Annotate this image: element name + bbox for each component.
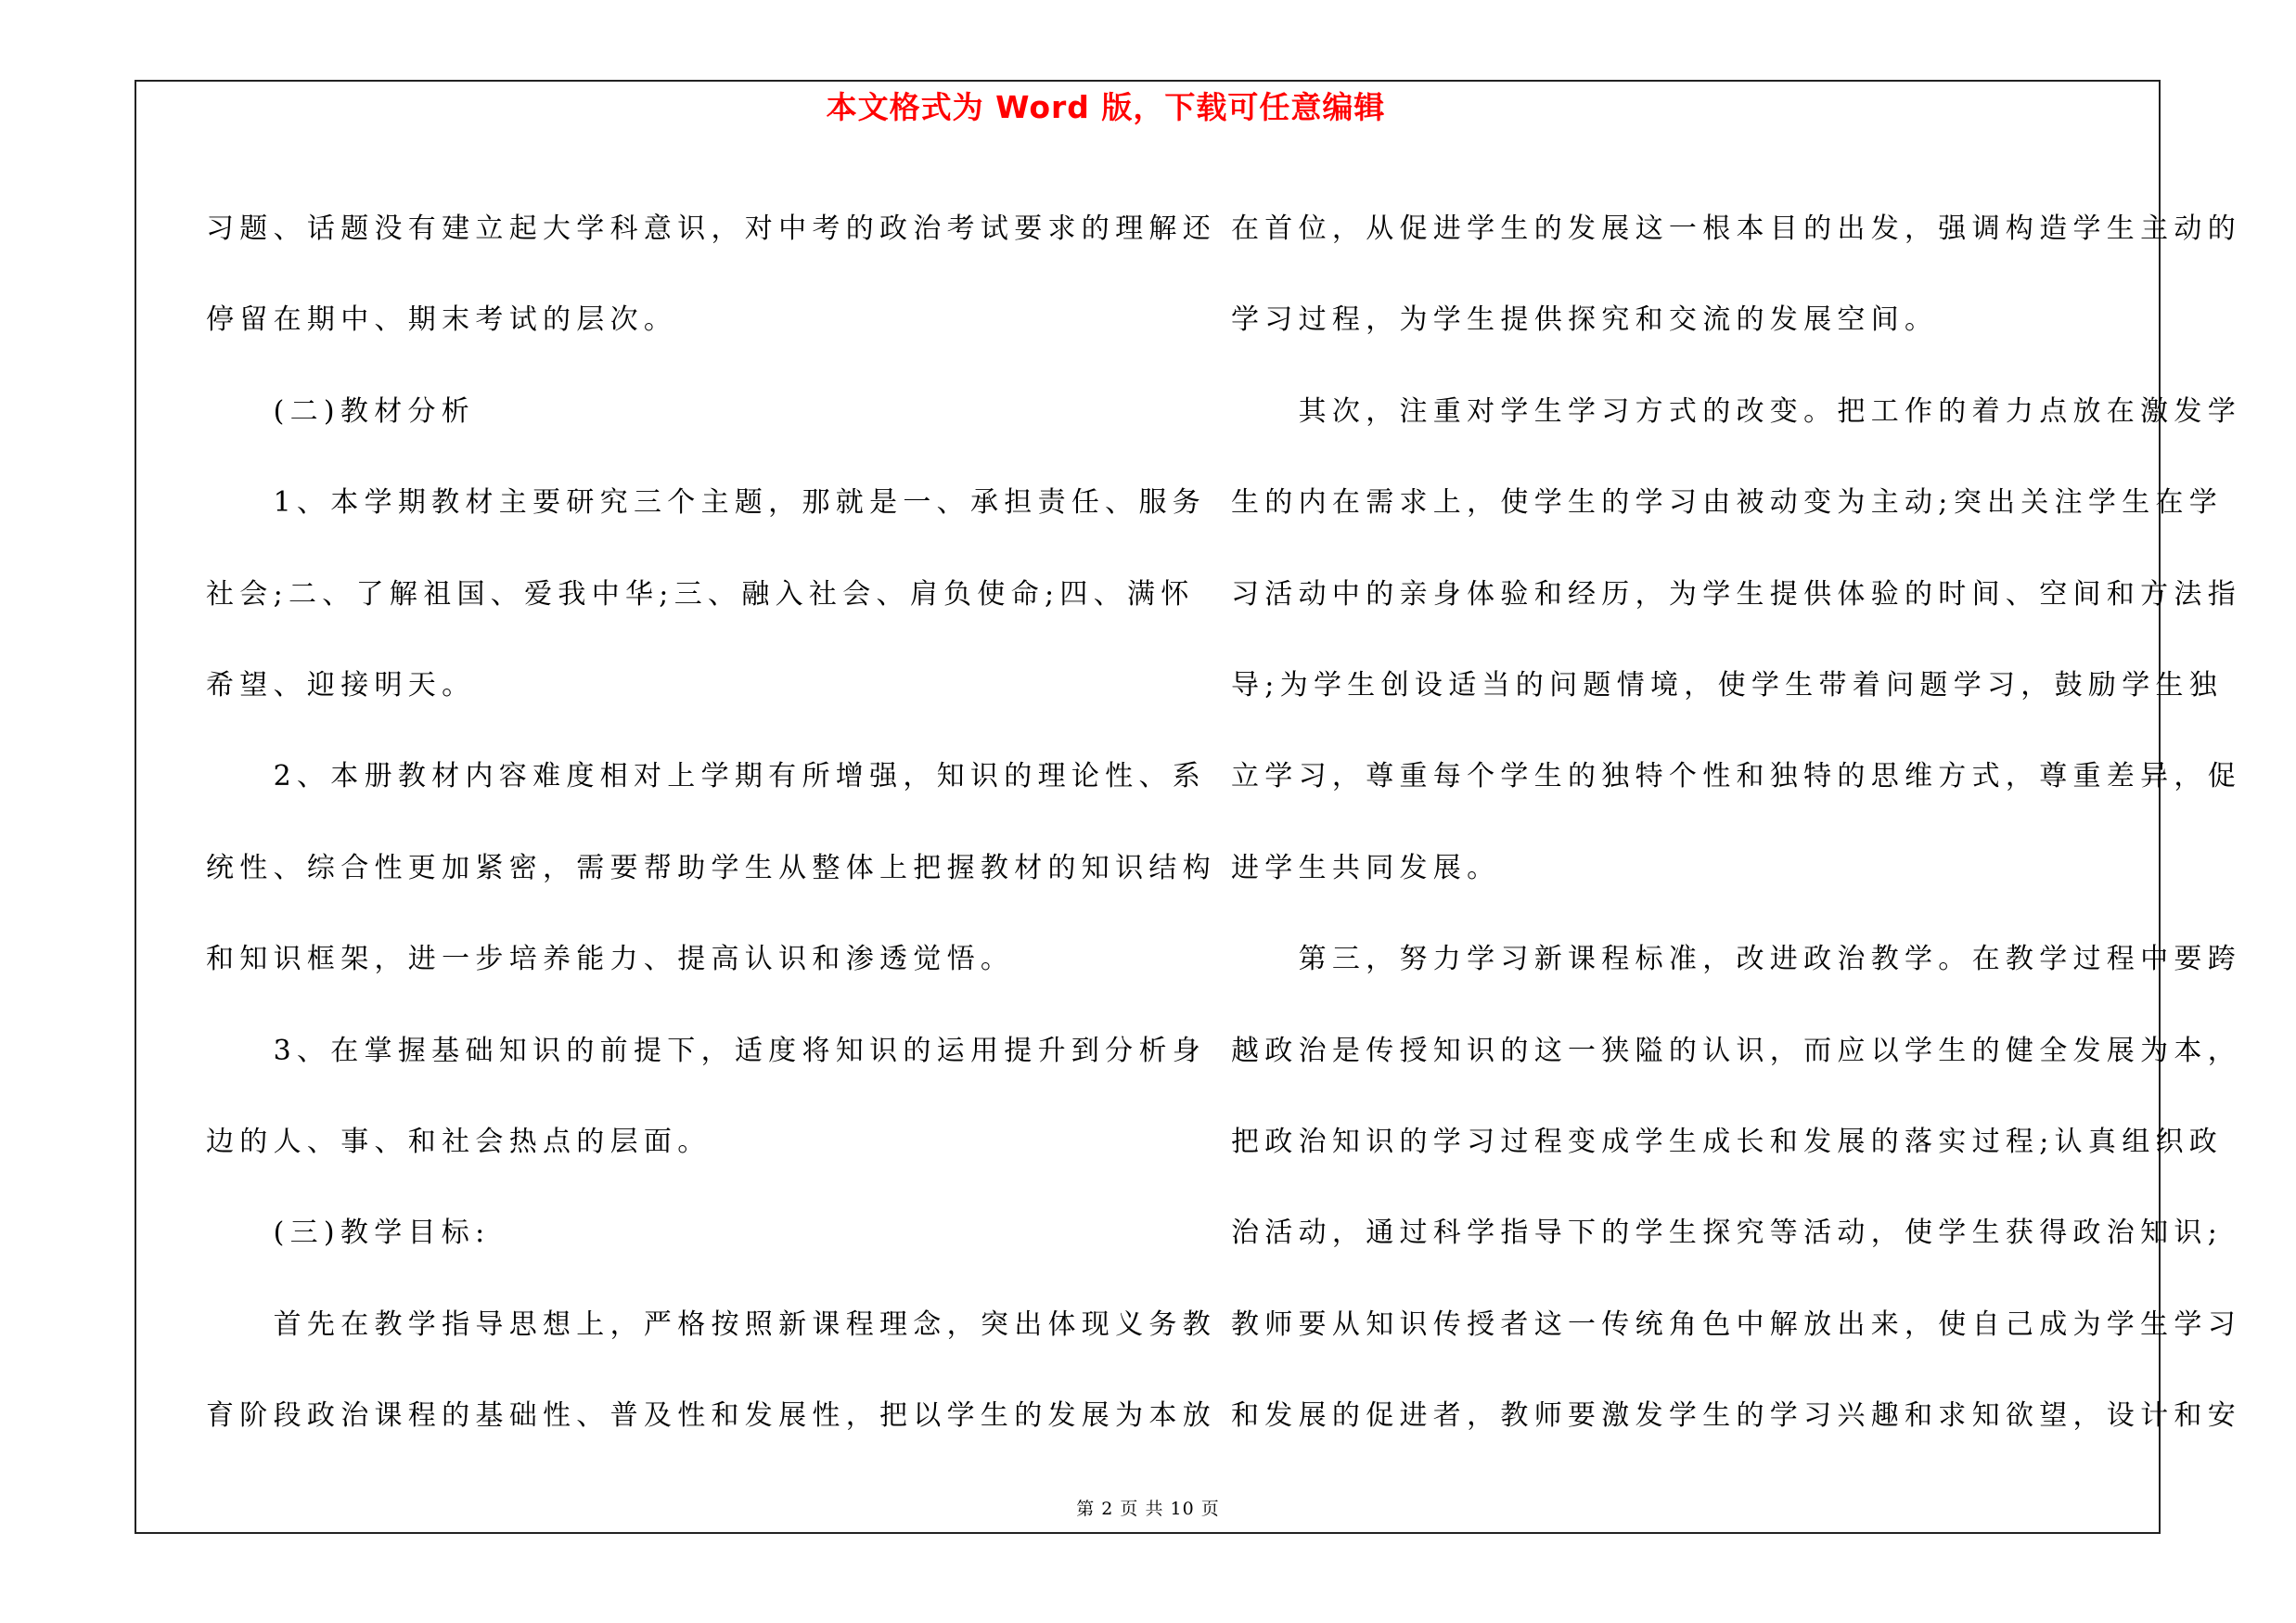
text-line: 边的人、事、和社会热点的层面。 (206, 1126, 712, 1159)
text-line: 越政治是传授知识的这一狭隘的认识，而应以学生的健全发展为本， (1231, 1034, 2241, 1067)
text-line: 进学生共同发展。 (1231, 851, 1501, 884)
text-line: 统性、综合性更加紧密，需要帮助学生从整体上把握教材的知识结构 (206, 851, 1216, 884)
left-column (206, 184, 1216, 1462)
text-line: 在首位，从促进学生的发展这一根本目的出发，强调构造学生主动的 (1231, 213, 2241, 245)
text-line: 第三，努力学习新课程标准，改进政治教学。在教学过程中要跨 (1231, 943, 2241, 976)
text-line: 治活动，通过科学指导下的学生探究等活动，使学生获得政治知识; (1231, 1217, 2224, 1250)
page-number-footer: 第 2 页 共 10 页 (1076, 1499, 1220, 1519)
text-line: 立学习，尊重每个学生的独特个性和独特的思维方式，尊重差异，促 (1231, 760, 2241, 793)
text-line: 习题、话题没有建立起大学科意识，对中考的政治考试要求的理解还 (206, 213, 1216, 245)
text-line: 和知识框架，进一步培养能力、提高认识和渗透觉悟。 (206, 943, 1015, 976)
text-line: 希望、迎接明天。 (206, 669, 476, 702)
text-line: 其次，注重对学生学习方式的改变。把工作的着力点放在激发学 (1231, 394, 2241, 428)
section-heading: (二)教材分析 (206, 394, 476, 428)
section-heading: (三)教学目标: (206, 1217, 491, 1250)
text-line: 生的内在需求上，使学生的学习由被动变为主动;突出关注学生在学 (1231, 486, 2224, 520)
text-line: 社会;二、了解祖国、爱我中华;三、融入社会、肩负使命;四、满怀 (206, 577, 1195, 611)
text-line: 和发展的促进者，教师要激发学生的学习兴趣和求知欲望，设计和安 (1231, 1399, 2241, 1433)
text-line: 习活动中的亲身体验和经历，为学生提供体验的时间、空间和方法指 (1231, 577, 2241, 611)
text-line: 育阶段政治课程的基础性、普及性和发展性，把以学生的发展为本放 (206, 1399, 1216, 1433)
text-line: 停留在期中、期末考试的层次。 (206, 303, 678, 337)
text-line: 学习过程，为学生提供探究和交流的发展空间。 (1231, 303, 1939, 337)
text-line: 导;为学生创设适当的问题情境，使学生带着问题学习，鼓励学生独 (1231, 669, 2224, 702)
word-format-banner: 本文格式为 Word 版，下载可任意编辑 (826, 89, 1386, 125)
right-column (1231, 184, 2241, 1462)
text-line: 首先在教学指导思想上，严格按照新课程理念，突出体现义务教 (206, 1307, 1216, 1341)
text-line: 3、在掌握基础知识的前提下，适度将知识的运用提升到分析身 (206, 1034, 1207, 1067)
text-line: 1、本学期教材主要研究三个主题，那就是一、承担责任、服务 (206, 486, 1207, 520)
text-line: 教师要从知识传授者这一传统角色中解放出来，使自己成为学生学习 (1231, 1307, 2241, 1341)
text-line: 2、本册教材内容难度相对上学期有所增强，知识的理论性、系 (206, 760, 1207, 793)
text-line: 把政治知识的学习过程变成学生成长和发展的落实过程;认真组织政 (1231, 1126, 2224, 1159)
